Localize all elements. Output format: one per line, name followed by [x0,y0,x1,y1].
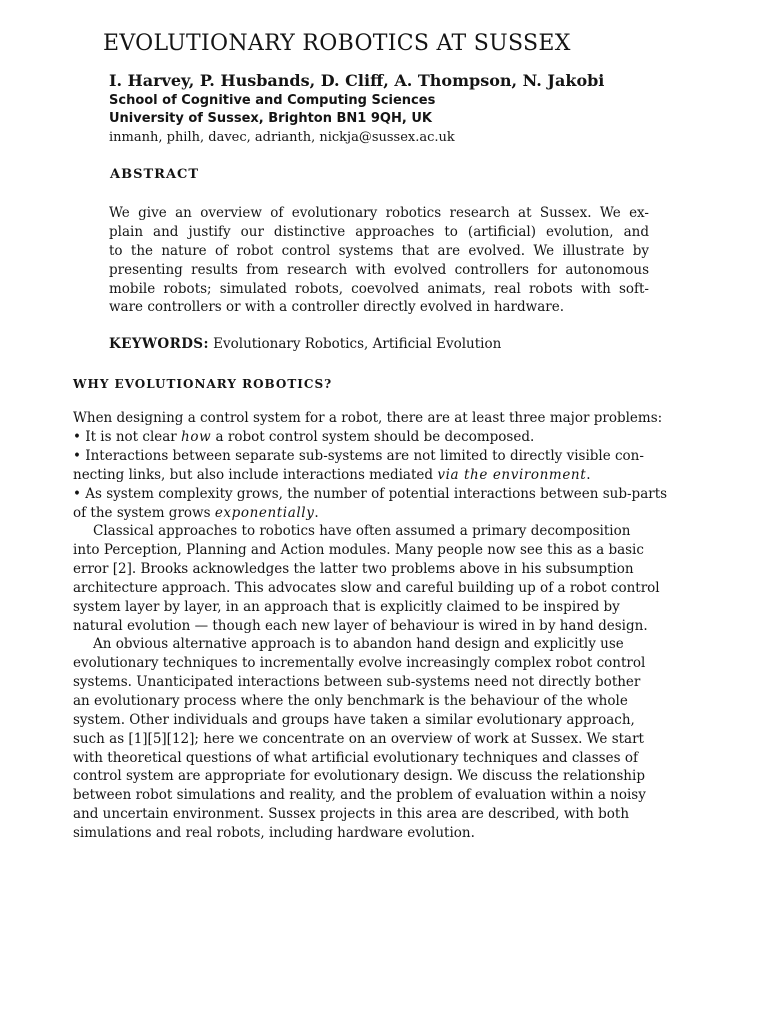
paragraph-line: An obvious alternative approach is to abandon hand design and explicitly use [93,636,624,652]
abstract-heading: ABSTRACT [110,167,200,182]
paper-title: EVOLUTIONARY ROBOTICS AT SUSSEX [103,31,571,56]
abstract-line: We give an overview of evolutionary robotics research at Sussex. We ex- [109,205,649,221]
bullet-text: . [314,505,319,521]
keywords-text: Evolutionary Robotics, Artificial Evolution [213,336,502,352]
abstract-line: ware controllers or with a controller directly evolved in hardware. [109,299,564,315]
paragraph-line: such as [1][5][12]; here we concentrate on an overview of work at Sussex. We start [73,731,644,747]
paragraph-line: evolutionary techniques to incrementally evolve increasingly complex robot control [73,655,646,671]
bullet-text: • It is not clear [73,429,182,445]
bullet-emphasis: how [181,429,212,445]
keywords [109,335,501,354]
paragraph-line: Classical approaches to robotics have often assumed a primary decomposition [93,523,631,539]
paragraph-line: simulations and real robots, including hardware evolution. [73,825,475,841]
abstract-line: plain and justify our distinctive approaches to (artificial) evolution, and [109,224,649,240]
paragraph-line: control system are appropriate for evolutionary design. We discuss the relationship [73,768,645,784]
affiliation-line-2: University of Sussex, Brighton BN1 9QH, UK [109,111,432,126]
author-emails: inmanh, philh, davec, adrianth, nickja@sussex.ac.uk [109,130,455,145]
paragraph-line: and uncertain environment. Sussex projects in this area are described, with both [73,806,630,822]
bullet-text: necting links, but also include interactions mediated [73,467,438,483]
keywords-label: KEYWORDS: [109,336,209,352]
bullet-emphasis: exponentially [214,505,315,521]
abstract-line: to the nature of robot control systems that are evolved. We illustrate by [109,243,649,259]
paragraph-line: between robot simulations and reality, and the problem of evaluation within a noisy [73,787,646,803]
section-heading: WHY EVOLUTIONARY ROBOTICS? [73,377,333,391]
abstract-line: presenting results from research with evolved controllers for autonomous [109,262,649,278]
paragraph-line: error [2]. Brooks acknowledges the latter two problems above in his subsumption [73,561,634,577]
affiliation-line-1: School of Cognitive and Computing Sciences [109,93,436,108]
paragraph-line: system layer by layer, in an approach that is explicitly claimed to be inspired by [73,599,620,615]
bullet-continuation [73,504,319,523]
paragraph-line: into Perception, Planning and Action modules. Many people now see this as a basic [73,542,644,558]
bullet-item: • Interactions between separate sub-systems are not limited to directly visible con- [73,448,644,464]
paragraph-line: natural evolution — though each new layer of behaviour is wired in by hand design. [73,618,648,634]
paragraph-line: an evolutionary process where the only benchmark is the behaviour of the whole [73,693,628,709]
paragraph-line: systems. Unanticipated interactions between sub-systems need not directly bother [73,674,641,690]
paragraph-line: architecture approach. This advocates slow and careful building up of a robot control [73,580,660,596]
paragraph-line: with theoretical questions of what artificial evolutionary techniques and classes of [73,750,638,766]
bullet-continuation [73,466,591,485]
abstract-line: mobile robots; simulated robots, coevolved animats, real robots with soft- [109,281,649,297]
bullet-emphasis: via the environment [437,467,587,483]
bullet-text: . [586,467,591,483]
author-list: I. Harvey, P. Husbands, D. Cliff, A. Thompson, N. Jakobi [109,71,605,90]
bullet-text: of the system grows [73,505,215,521]
bullet-text: a robot control system should be decomposed. [211,429,535,445]
section-intro: When designing a control system for a robot, there are at least three major problems: [73,410,663,426]
paragraph-line: system. Other individuals and groups have taken a similar evolutionary approach, [73,712,635,728]
bullet-item [73,428,534,447]
bullet-item: • As system complexity grows, the number of potential interactions between sub-parts [73,486,668,502]
